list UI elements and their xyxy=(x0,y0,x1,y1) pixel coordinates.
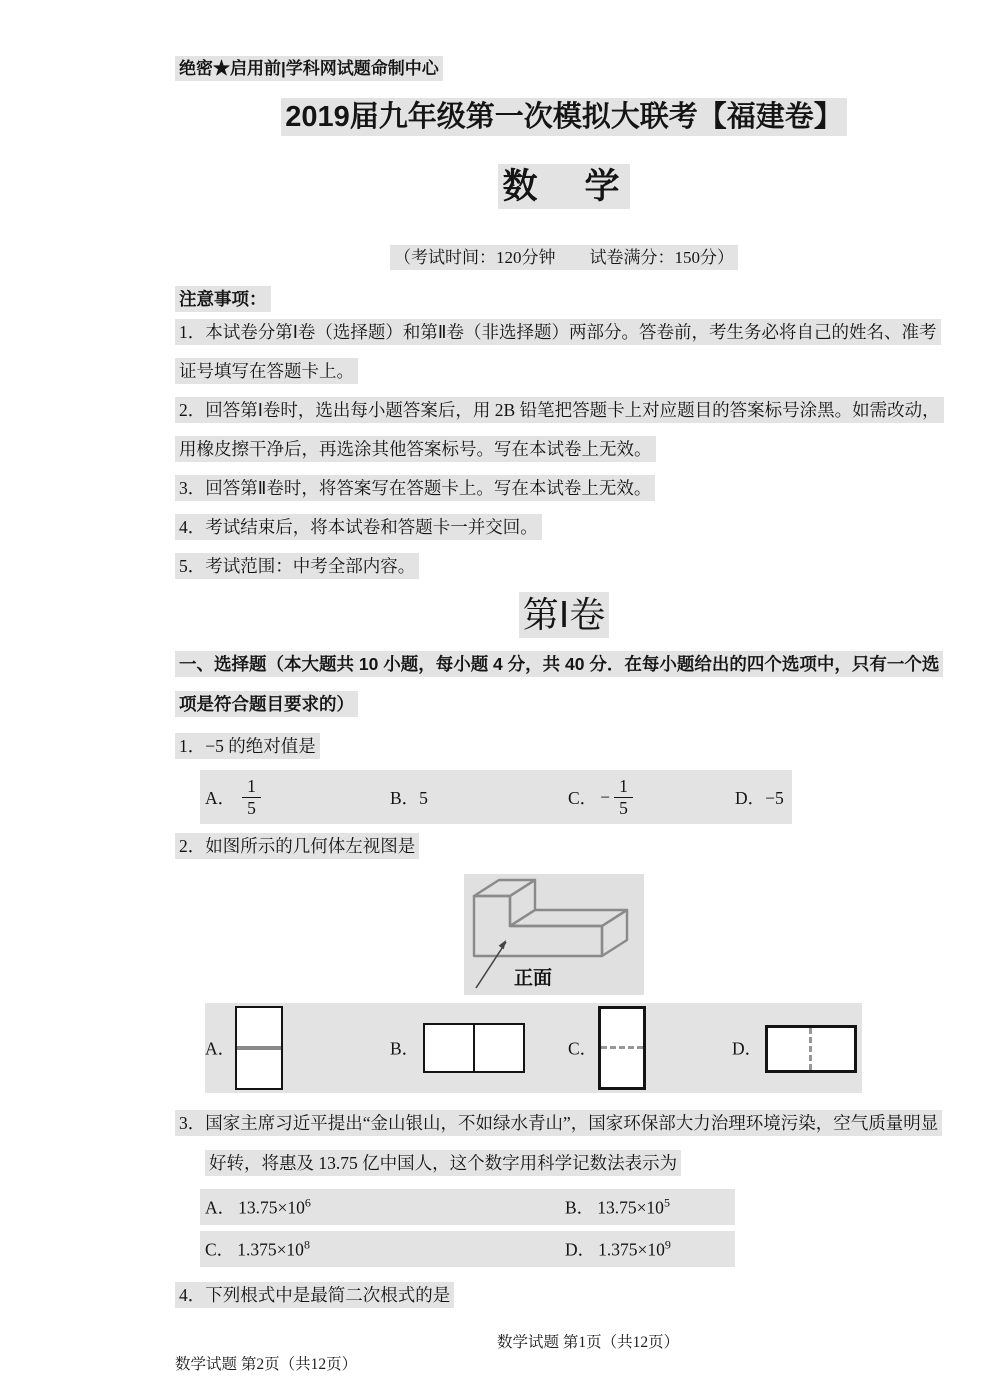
question-4-text: 4．下列根式中是最简二次根式的是 xyxy=(175,1275,953,1315)
fraction-negative-one-fifth: $\frac{1}{5}$ xyxy=(614,776,633,817)
notice-item-1: 1．本试卷分第Ⅰ卷（选择题）和第Ⅱ卷（非选择题）两部分。答卷前，考生务必将自己的姓名、准考证号填写在答题卡上。 xyxy=(175,313,953,391)
l-shaped-solid-drawing xyxy=(464,874,644,995)
vertical-solid-divider xyxy=(473,1025,475,1071)
q2-option-c-shape xyxy=(598,1006,646,1090)
question-2-text: 2．如图所示的几何体左视图是 xyxy=(175,826,953,866)
q3-option-a: A． $13.75\times 10^6$ xyxy=(205,1195,311,1218)
horizontal-solid-divider xyxy=(237,1046,281,1050)
notice-item-2: 2．回答第Ⅰ卷时，选出每小题答案后，用 2B 铅笔把答题卡上对应题目的答案标号涂黑。如需改动，用橡皮擦干净后，再选涂其他答案标号。写在本试卷上无效。 xyxy=(175,391,953,469)
question-3-options-row-2 xyxy=(200,1231,735,1267)
q2-option-b-shape xyxy=(423,1023,525,1073)
q2-option-c-label: C． xyxy=(568,1038,598,1059)
q1-option-d: D．−5 xyxy=(735,787,784,808)
vertical-dashed-divider xyxy=(809,1028,812,1070)
q1-option-b: B．5 xyxy=(390,787,428,808)
part1-heading: 第Ⅰ卷 xyxy=(175,590,953,640)
notice-item-4: 4．考试结束后，将本试卷和答题卡一并交回。 xyxy=(175,508,953,547)
notices-heading: 注意事项： xyxy=(175,285,953,313)
exam-info: （考试时间：120分钟 试卷满分：150分） xyxy=(175,243,953,273)
q1-option-c: C． − $\frac{1}{5}$ xyxy=(568,770,633,824)
q2-option-a-label: A． xyxy=(205,1038,236,1059)
classification-text: 绝密★启用前|学科网试题命制中心 xyxy=(175,56,443,81)
q3-option-c: C． $1.375\times 10^8$ xyxy=(205,1237,310,1260)
q3-option-b: B． $13.75\times 10^5$ xyxy=(565,1195,670,1218)
classification-header xyxy=(175,0,953,81)
q1-option-a: A． $\frac{1}{5}$ xyxy=(205,770,261,824)
exam-title: 2019届九年级第一次模拟大联考【福建卷】 xyxy=(175,97,953,137)
question-2-options xyxy=(205,1003,862,1093)
question-3-options-row-1 xyxy=(200,1189,735,1225)
footer-page-2: 数学试题 第2页（共12页） xyxy=(175,1356,358,1373)
notice-item-5: 5．考试范围：中考全部内容。 xyxy=(175,547,953,586)
q2-option-d-label: D． xyxy=(732,1038,763,1059)
horizontal-dashed-divider xyxy=(601,1046,643,1049)
notice-item-3: 3．回答第Ⅱ卷时，将答案写在答题卡上。写在本试卷上无效。 xyxy=(175,469,953,508)
q3-option-d: D． $1.375\times 10^9$ xyxy=(565,1237,671,1260)
question-1-options xyxy=(200,770,792,824)
section1-heading: 一、选择题（本大题共 10 小题，每小题 4 分，共 40 分．在每小题给出的四个选项中，只有一个选项是符合题目要求的） xyxy=(175,644,953,724)
q2-option-a-shape xyxy=(235,1006,283,1090)
q2-solid-figure xyxy=(464,874,644,995)
question-1-text: 1．−5 的绝对值是 xyxy=(175,726,953,766)
q2-option-b-label: B． xyxy=(390,1038,420,1059)
page-body xyxy=(175,0,953,1315)
question-3-text: 3．国家主席习近平提出“金山银山，不如绿水青山”，国家环保部大力治理环境污染，空气质量明显好转，将惠及 13.75 亿中国人，这个数字用科学记数法表示为 xyxy=(175,1103,953,1183)
front-face-label: 正面 xyxy=(514,968,553,989)
subject-title: 数 学 xyxy=(175,163,953,211)
q2-option-d-shape xyxy=(765,1025,857,1073)
arrowhead xyxy=(499,940,506,949)
front-face-arrow xyxy=(476,942,506,988)
footer-page-1: 数学试题 第1页（共12页） xyxy=(497,1334,680,1351)
fraction-one-fifth: $\frac{1}{5}$ xyxy=(242,776,261,817)
